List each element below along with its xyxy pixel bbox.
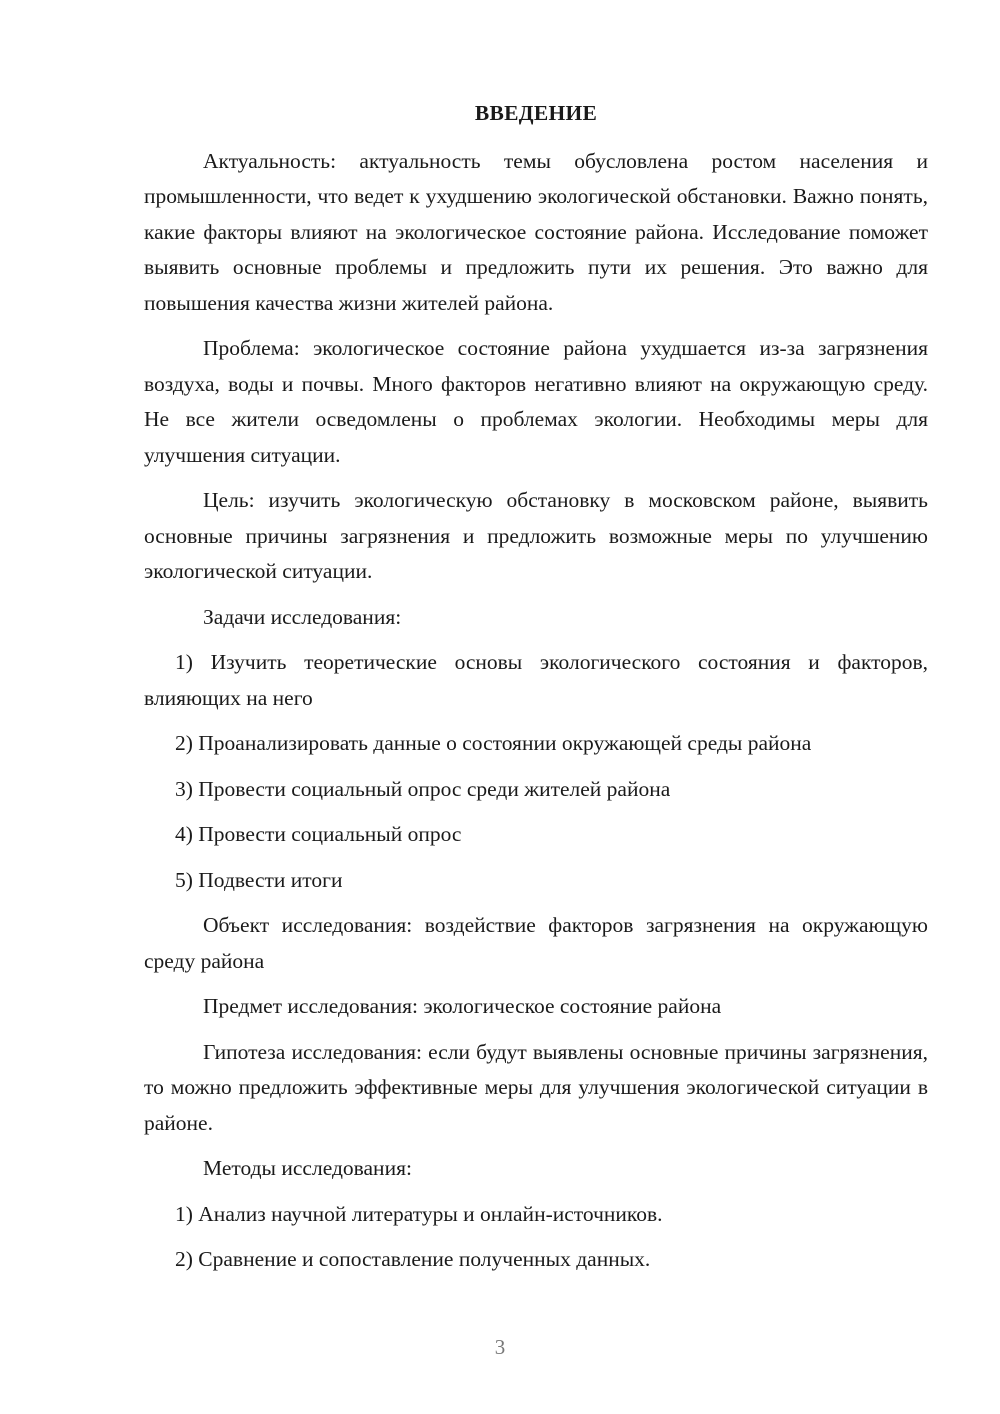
object-paragraph: Объект исследования: воздействие факторов загрязнения на окружающую среду района [144, 913, 928, 973]
page-title: ВВЕДЕНИЕ [474, 101, 598, 125]
list-item: 2) Проанализировать данные о состоянии окружающей среды района [175, 731, 812, 755]
list-item: 3) Провести социальный опрос среди жителей района [175, 776, 671, 801]
list-item: 5) Подвести итоги [175, 867, 343, 892]
document-page [144, 96, 928, 1288]
list-item: 1) Изучить теоретические основы экологического состояния и факторов, влияющих на него [144, 650, 928, 710]
tasks-heading: Задачи исследования: [203, 604, 402, 629]
page-number: 3 [494, 1335, 506, 1359]
hypothesis-paragraph: Гипотеза исследования: если будут выявлены основные причины загрязнения, то можно предложить эффективные меры для улучшения экологической ситуации в районе. [144, 1039, 928, 1135]
problem-paragraph: Проблема: экологическое состояние района ухудшается из-за загрязнения воздуха, воды и почвы. Много факторов негативно влияют на окружающую среду. Не все жители осведомлены о проблемах экологии. Необходимы меры для улучшения ситуации. [144, 336, 928, 467]
list-item: 2) Сравнение и сопоставление полученных данных. [175, 1247, 651, 1271]
subject-paragraph: Предмет исследования: экологическое состояние района [203, 994, 722, 1018]
methods-heading: Методы исследования: [203, 1156, 412, 1180]
goal-paragraph: Цель: изучить экологическую обстановку в московском районе, выявить основные причины загрязнения и предложить возможные меры по улучшению экологической ситуации. [144, 488, 928, 583]
relevance-paragraph: Актуальность: актуальность темы обусловлена ростом населения и промышленности, что ведет к ухудшению экологической обстановки. Важно понять, какие факторы влияют на экологическое состояние района. Исследование поможет выявить основные проблемы и предложить пути их решения. Это важно для повышения качества жизни жителей района. [144, 148, 928, 315]
list-item: 4) Провести социальный опрос [175, 822, 462, 846]
list-item: 1) Анализ научной литературы и онлайн-источников. [175, 1201, 663, 1226]
